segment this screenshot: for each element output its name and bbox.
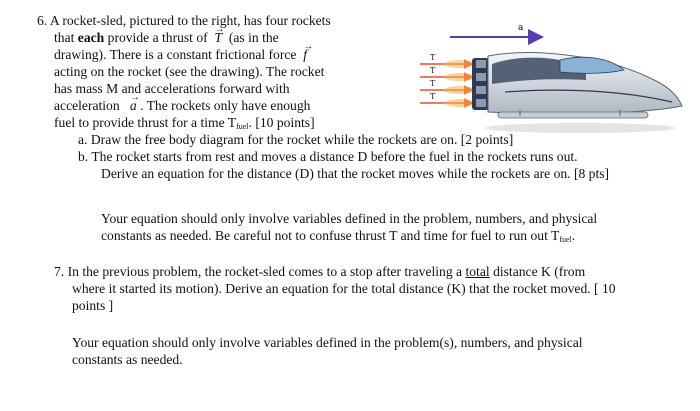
problem7-line2: where it started its motion). Derive an equation for the total distance (K) that the rocket moved. [ 10 xyxy=(72,281,616,296)
friction-vector-symbol: → f xyxy=(303,47,307,62)
problem6-note-line2: constants as needed. Be careful not to confuse thrust T and time for fuel to run out $T_{fuel}$. xyxy=(101,228,576,244)
problem6-line5: has mass M and accelerations forward with xyxy=(54,81,290,96)
problem6-line4: acting on the rocket (see the drawing). The rocket xyxy=(54,64,325,79)
problem6-line6: acceleration → a . The rockets only have enough xyxy=(54,97,310,114)
problem6-line2: that each provide a thrust of → T (as in the xyxy=(54,29,279,46)
shadow xyxy=(485,123,675,133)
thrust-vector-symbol: → T xyxy=(214,30,222,45)
thrust-label-4: T xyxy=(430,92,436,101)
canopy xyxy=(560,57,624,73)
rocket-sled-figure xyxy=(410,20,690,140)
problem7-line1: 7. In the previous problem, the rocket-sled comes to a stop after traveling a total distance K (from xyxy=(54,264,586,279)
part-b-line2: Derive an equation for the distance (D) that the rocket moves while the rockets are on. [8 pts] xyxy=(101,166,610,181)
rocket-sled xyxy=(472,53,682,118)
accel-label: a xyxy=(518,23,524,33)
accel-vector-symbol: → a xyxy=(130,98,137,113)
problem6-line3: drawing). There is a constant frictional force → f xyxy=(54,46,307,63)
part-a: a. Draw the free body diagram for the rocket while the rockets are on. [2 points] xyxy=(78,132,514,147)
problem6-line7: fuel to provide thrust for a time $T_{fuel}$. [10 points] xyxy=(54,115,315,131)
problem7-number: 7. xyxy=(54,264,65,279)
problem6-note-line1: Your equation should only involve variables defined in the problem, numbers, and physical xyxy=(101,211,598,226)
problem6-number: 6. xyxy=(37,13,48,28)
problem6-line1: 6. A rocket-sled, pictured to the right, has four rockets xyxy=(37,13,331,28)
problem7-line3: points ] xyxy=(72,298,114,313)
thrust-label-3: T xyxy=(430,79,436,88)
problem7-note-line2: constants as needed. xyxy=(72,352,183,367)
problem7-note-line1: Your equation should only involve variables defined in the problem(s), numbers, and physical xyxy=(72,335,583,350)
thrust-label-2: T xyxy=(430,66,436,75)
thrust-label-1: T xyxy=(430,53,436,62)
part-b-line1: b. The rocket starts from rest and moves a distance D before the fuel in the rockets runs out. xyxy=(78,149,578,164)
